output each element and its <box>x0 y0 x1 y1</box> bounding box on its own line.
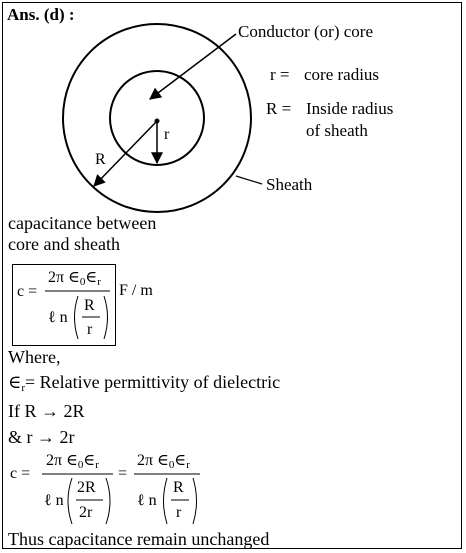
r-definition-symbol: r = <box>270 65 290 84</box>
R-definition-text-2: of sheath <box>306 121 368 140</box>
formula2-inner-numerator-2: R <box>173 479 184 496</box>
formula1-ln: ℓ n <box>48 309 68 326</box>
core-radius-label: r <box>164 126 170 143</box>
formula1-inner-denominator: r <box>87 321 93 338</box>
answer-heading: Ans. (d) : <box>7 5 75 24</box>
if-condition-1: If R → 2R <box>8 401 85 421</box>
where-label: Where, <box>8 347 61 367</box>
conclusion-text: Thus capacitance remain unchanged <box>8 529 270 549</box>
epsilon-definition: $\in_r=$ Relative permittivity of dielectric <box>8 372 281 394</box>
r-definition-text: core radius <box>304 65 380 84</box>
conductor-label: Conductor (or) core <box>238 22 374 41</box>
formula2-inner-denominator-1: 2r <box>79 504 93 521</box>
formula2-inner-numerator-1: 2R <box>77 479 96 496</box>
formula2-equals: = <box>118 465 128 482</box>
formula1-lhs: c = <box>17 283 38 300</box>
sheath-radius-label: R <box>95 151 106 168</box>
formula1-numerator: 2π $\in_0\in_r$ <box>48 269 101 288</box>
if-condition-2: & r → 2r <box>8 427 75 447</box>
capacitance-line-2: core and sheath <box>8 234 120 254</box>
formula2-lhs: c = <box>10 465 31 482</box>
R-definition-text-1: Inside radius <box>306 99 394 118</box>
R-definition-symbol: R = <box>266 99 292 118</box>
formula2-ln-2: ℓ n <box>137 492 157 509</box>
formula1-inner-numerator: R <box>84 297 95 314</box>
capacitance-line-1: capacitance between <box>8 213 157 233</box>
formula2-inner-denominator-2: r <box>176 504 182 521</box>
formula2-numerator-2: 2π $\in_0\in_r$ <box>137 452 190 471</box>
formula2-numerator-1: 2π $\in_0\in_r$ <box>46 452 99 471</box>
formula2-ln-1: ℓ n <box>44 492 64 509</box>
sheath-label: Sheath <box>266 175 313 194</box>
formula1-unit: F / m <box>119 282 153 299</box>
